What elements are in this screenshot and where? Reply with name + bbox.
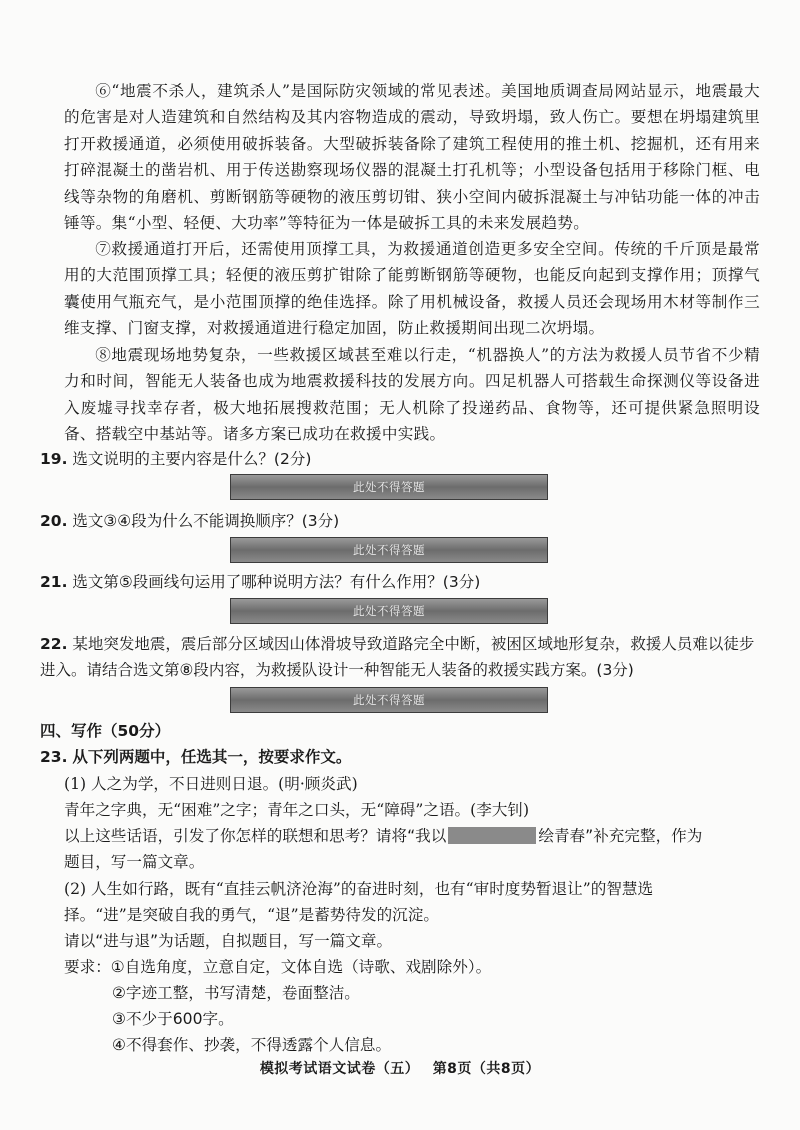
requirements-line-1: 要求：①自选角度，立意自定，文体自选（诗歌、戏剧除外）。 [64, 958, 492, 976]
answer-block-bar: 此处不得答题 [230, 537, 548, 563]
footer-exam-title: 模拟考试语文试卷（五） [259, 1061, 420, 1077]
writing-section-title: 四、写作（50分） [40, 722, 171, 740]
question-text: 选文③④段为什么不能调换顺序？(3分) [72, 512, 340, 530]
topic-1-task: 以上这些话语，引发了你怎样的联想和思考？请将“我以 绘青春”补充完整，作为 [64, 827, 703, 845]
title-blank-redaction [448, 827, 536, 844]
question-number: 23. [40, 748, 68, 766]
question-number: 22. [40, 635, 68, 653]
question-number: 21. [40, 573, 68, 591]
requirements-label: 要求： [64, 958, 111, 976]
footer-page-number: 第8页（共8页） [432, 1061, 541, 1077]
requirement-4: ④不得套作、抄袭，不得透露个人信息。 [112, 1036, 392, 1054]
answer-block-bar: 此处不得答题 [230, 687, 548, 713]
question-20 [40, 508, 760, 534]
topic-2-text-cont: 择。“进”是突破自我的勇气，“退”是蓄势待发的沉淀。 [64, 906, 439, 924]
question-21 [40, 569, 760, 595]
topic-1-quote-2: 青年之字典，无“困难”之字；青年之口头，无“障碍”之语。(李大钊) [64, 801, 530, 819]
question-text: 从下列两题中，任选其一，按要求作文。 [72, 748, 352, 766]
requirement-3: ③不少于600字。 [112, 1010, 234, 1028]
question-22 [40, 631, 760, 684]
paragraph-6: ⑥“地震不杀人，建筑杀人”是国际防灾领域的常见表述。美国地质调查局网站显示，地震最大的危害是对人造建筑和自然结构及其内容物造成的震动，导致坍塌，致人伤亡。要想在坍塌建筑里打开救援通道，必须使用破拆装备。大型破拆装备除了建筑工程使用的推土机、挖掘机，还有用来打碎混凝土的凿岩机、用于传送勘察现场仪器的混凝土打孔机等；小型设备包括用于移除门框、电线等杂物的角磨机、剪断钢筋等硬物的液压剪切钳、狭小空间内破拆混凝土与冲钻功能一体的冲击锤等。集“小型、轻便、大功率”等特征为一体是破拆工具的未来发展趋势。 [64, 82, 760, 233]
question-text: 某地突发地震，震后部分区域因山体滑坡导致道路完全中断，被困区域地形复杂，救援人员难以徒步进入。请结合选文第⑧段内容，为救援队设计一种智能无人装备的救援实践方案。(3分) [40, 635, 755, 680]
question-19 [40, 446, 760, 472]
topic-1-task-cont: 题目，写一篇文章。 [64, 853, 205, 871]
paragraph-7: ⑦救援通道打开后，还需使用顶撑工具，为救援通道创造更多安全空间。传统的千斤顶是最常用的大范围顶撑工具；轻便的液压剪扩钳除了能剪断钢筋等硬物，也能反向起到支撑作用；顶撑气囊使用气瓶充气，是小范围顶撑的绝佳选择。除了用机械设备，救援人员还会现场用木材等制作三维支撑、门窗支撑，对救援通道进行稳定加固，防止救援期间出现二次坍塌。 [64, 240, 760, 338]
answer-block-bar: 此处不得答题 [230, 474, 548, 500]
answer-block-bar: 此处不得答题 [230, 598, 548, 624]
question-23 [40, 744, 760, 770]
question-text: 选文说明的主要内容是什么？(2分) [72, 450, 312, 468]
paragraph-8: ⑧地震现场地势复杂，一些救援区域甚至难以行走，“机器换人”的方法为救援人员节省不少精力和时间，智能无人装备也成为地震救援科技的发展方向。四足机器人可搭载生命探测仪等设备进入废墟寻找幸存者，极大地拓展搜救范围；无人机除了投递药品、食物等，还可提供紧急照明设备、搭载空中基站等。诸多方案已成功在救援中实践。 [64, 346, 760, 444]
topic-1-quote-1: (1) 人之为学，不日进则日退。(明·顾炎武) [64, 775, 358, 793]
requirement-2: ②字迹工整，书写清楚，卷面整洁。 [112, 984, 360, 1002]
question-number: 19. [40, 450, 68, 468]
page-footer [0, 1058, 800, 1078]
question-number: 20. [40, 512, 68, 530]
topic-2-text: (2) 人生如行路，既有“直挂云帆济沧海”的奋进时刻，也有“审时度势暂退让”的智慧选 [64, 880, 654, 898]
topic-2-task: 请以“进与退”为话题，自拟题目，写一篇文章。 [64, 932, 393, 950]
question-text: 选文第⑤段画线句运用了哪种说明方法？有什么作用？(3分) [72, 573, 481, 591]
